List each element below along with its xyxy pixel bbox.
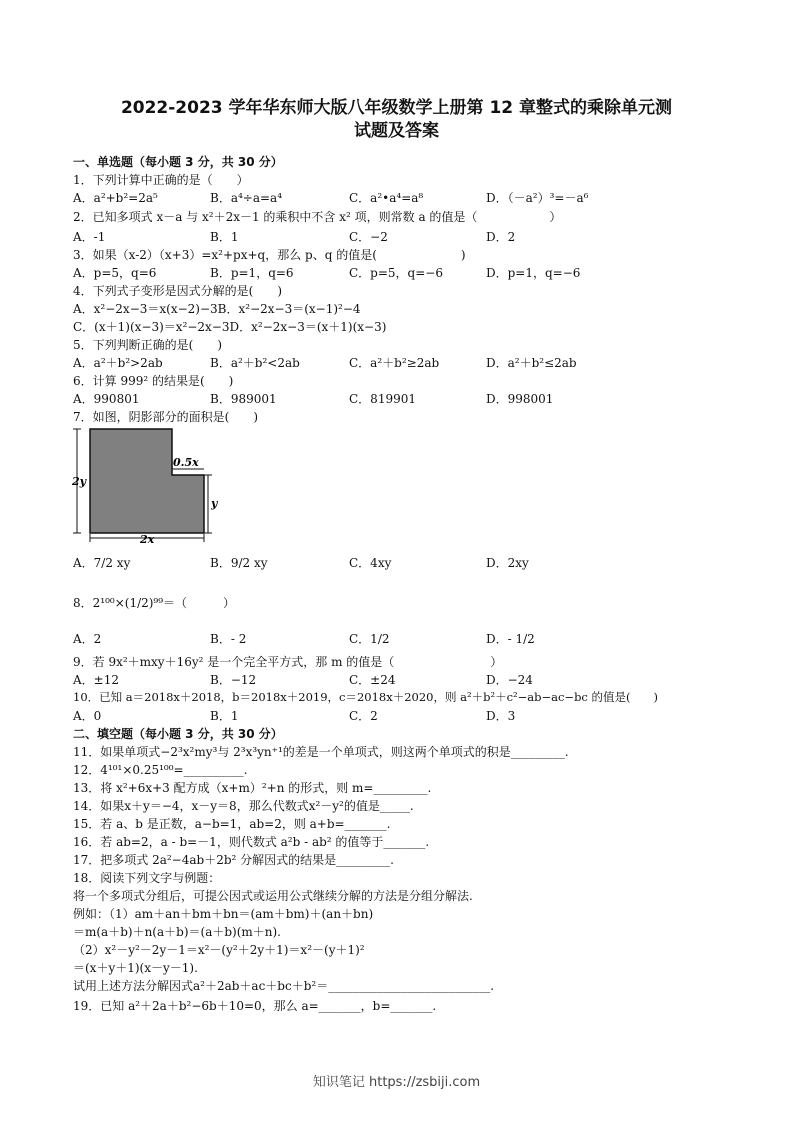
option-d: D．3 (486, 709, 516, 723)
label-y: y (211, 497, 218, 510)
option-b: B．−12 (210, 673, 257, 687)
title-line-2: 试题及答案 (354, 121, 439, 141)
option-d: D．- 1/2 (486, 632, 535, 646)
question-18: 18．阅读下列文字与例题： (73, 871, 221, 885)
question-1: 1．下列计算中正确的是（ ） (73, 173, 249, 187)
label-2y: 2y (72, 475, 87, 488)
shaded-region (90, 429, 204, 533)
option-d: D．−24 (486, 673, 533, 687)
question-5: 5．下列判断正确的是( ) (73, 338, 222, 352)
question-19: 19．已知 a²＋2a＋b²−6b＋10=0，那么 a=_______，b=_______. (73, 999, 437, 1013)
question-17: 17．把多项式 2a²−4ab＋2b² 分解因式的结果是_________. (73, 853, 394, 867)
question-13: 13．将 x²+6x+3 配方成（x+m）²+n 的形式，则 m=_________. (73, 781, 432, 795)
option-b: B．9/2 xy (210, 556, 268, 570)
option-a: A．a²＋b²>2ab (73, 356, 163, 370)
option-b: B．a²＋b²<2ab (210, 356, 300, 370)
section-heading-fill: 二、填空题（每小题 3 分，共 30 分） (73, 727, 283, 741)
question-18-example-2-cont: ＝(x＋y＋1)(x－y－1). (73, 961, 198, 975)
question-3: 3．如果（x-2）（x+3）=x²+px+q，那么 p、q 的值是( ) (73, 248, 466, 262)
question-18-example-1: 例如：（1）am＋an＋bm＋bn＝(am＋bm)＋(an＋bn) (73, 907, 374, 921)
option-c: C．4xy (349, 556, 392, 570)
option-a: A．7/2 xy (73, 556, 131, 570)
option-c: C．p=5，q=−6 (349, 266, 443, 280)
option-b: B．1 (210, 230, 239, 244)
option-a: A．a²+b²=2a⁵ (73, 191, 158, 205)
option-a: A．2 (73, 632, 102, 646)
option-a: A．-1 (73, 230, 106, 244)
title-line-1: 2022-2023 学年华东师大版八年级数学上册第 12 章整式的乘除单元测 (120, 98, 673, 118)
question-9: 9．若 9x²＋mxy＋16y² 是一个完全平方式，那 m 的值是（ ） (73, 655, 503, 669)
option-c: C．−2 (349, 230, 388, 244)
option-c: C．1/2 (349, 632, 390, 646)
option-b-text: 9/2 xy (230, 556, 268, 570)
option-d: D．2xy (486, 556, 529, 570)
question-12: 12．4¹⁰¹×0.25¹⁰⁰=__________. (73, 763, 248, 777)
option-a-text: 7/2 xy (93, 556, 131, 570)
option-d: D．2 (486, 230, 516, 244)
question-16: 16．若 ab=2，a - b=－1，则代数式 a²b - ab² 的值等于_______. (73, 835, 430, 849)
option-b: B．989001 (210, 392, 277, 406)
question-18-intro: 将一个多项式分组后，可提公因式或运用公式继续分解的方法是分组分解法. (73, 889, 473, 903)
option-d: D．p=1，q=−6 (486, 266, 581, 280)
question-11: 11．如果单项式−2³x²my³与 2³x³yn⁺¹的差是一个单项式，则这两个单项式的积是_________. (73, 745, 569, 759)
question-6: 6．计算 999² 的结果是( ) (73, 374, 234, 388)
question-4: 4．下列式子变形是因式分解的是( ) (73, 284, 282, 298)
option-a: A．±12 (73, 673, 119, 687)
section-heading-choice: 一、单选题（每小题 3 分，共 30 分） (73, 155, 283, 169)
page-title (60, 97, 733, 143)
option-b: B．p=1，q=6 (210, 266, 294, 280)
question-2: 2．已知多项式 x－a 与 x²＋2x－1 的乘积中不含 x² 项，则常数 a 的值是（ ） (73, 210, 562, 224)
option-a: A．990801 (73, 392, 140, 406)
option-b: B．- 2 (210, 632, 247, 646)
option-d: D．a²＋b²≤2ab (486, 356, 577, 370)
option-d: D．998001 (486, 392, 554, 406)
footer-watermark: 知识笔记 https://zsbiji.com (312, 1075, 481, 1090)
question-14: 14．如果x＋y＝−4，x－y＝8，那么代数式x²－y²的值是_____. (73, 799, 414, 813)
option-c: C．a²•a⁴=a⁸ (349, 191, 424, 205)
option-c: C．a²＋b²≥2ab (349, 356, 440, 370)
question-4-options-ab: A．x²−2x−3＝x(x−2)−3B．x²−2x−3＝(x−1)²−4 (73, 302, 361, 316)
option-c: C．2 (349, 709, 378, 723)
option-a: A．p=5，q=6 (73, 266, 157, 280)
shaded-area-figure (70, 425, 220, 543)
question-18-example-2: （2）x²－y²－2y－1＝x²－(y²＋2y＋1)＝x²－(y＋1)² (73, 943, 365, 957)
question-15: 15．若 a、b 是正数，a−b=1，ab=2，则 a+b=_______. (73, 817, 391, 831)
question-7: 7．如图，阴影部分的面积是( ) (73, 410, 258, 424)
question-8: 8．2¹⁰⁰×(1/2)⁹⁹＝（ ） (73, 596, 236, 610)
option-c: C．819901 (349, 392, 416, 406)
option-a: A．0 (73, 709, 102, 723)
option-b: B．1 (210, 709, 239, 723)
option-c: C．±24 (349, 673, 396, 687)
question-10: 10．已知 a＝2018x＋2018，b＝2018x＋2019，c＝2018x＋2020，则 a²＋b²＋c²−ab−ac−bc 的值是( ) (73, 690, 658, 704)
question-4-options-cd: C．(x＋1)(x−3)＝x²−2x−3D．x²−2x−3＝(x＋1)(x−3) (73, 320, 387, 334)
label-2x: 2x (140, 533, 155, 543)
option-d: D．（－a²）³=－a⁶ (486, 191, 589, 205)
question-18-task: 试用上述方法分解因式a²＋2ab＋ac＋bc＋b²＝___________________________. (73, 979, 495, 993)
question-18-example-1-cont: ＝m(a＋b)＋n(a＋b)＝(a＋b)(m＋n). (73, 925, 281, 939)
label-05x: 0.5x (173, 456, 199, 469)
option-b: B．a⁴÷a=a⁴ (210, 191, 283, 205)
